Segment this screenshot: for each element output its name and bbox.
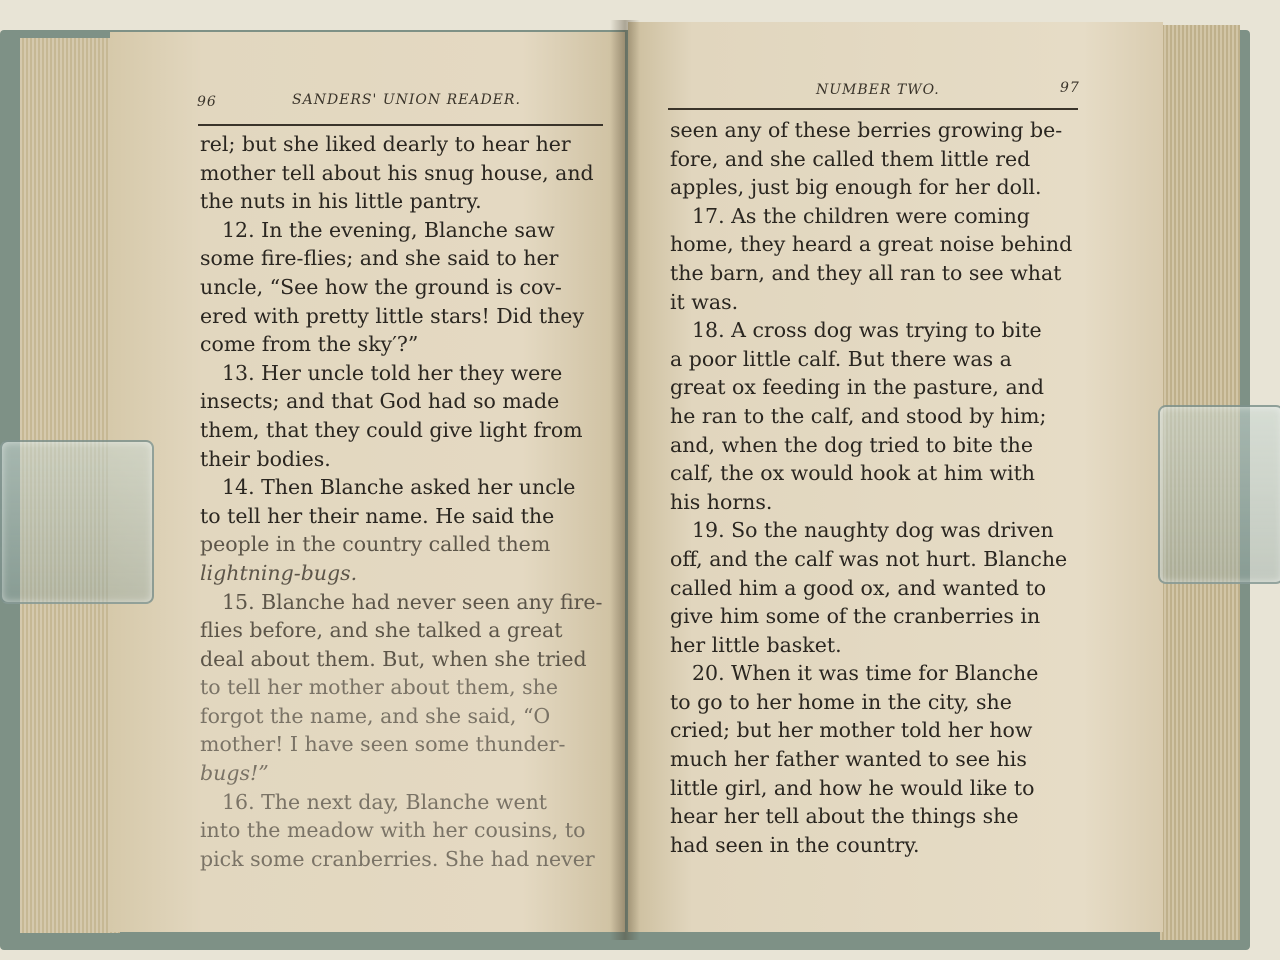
text-line: uncle, “See how the ground is cov- (200, 274, 562, 299)
right-glass-weight (1158, 405, 1280, 584)
text-line: and, when the dog tried to bite the (670, 432, 1033, 457)
text-line: to tell her their name. He said the (200, 503, 555, 528)
left-glass-weight (0, 440, 154, 604)
text-line: 19. So the naughty dog was driven (692, 518, 1054, 543)
text-line: home, they heard a great noise behind (670, 232, 1073, 257)
text-line: off, and the calf was not hurt. Blanche (670, 546, 1068, 571)
text-line: her little basket. (670, 632, 842, 657)
text-line: his horns. (670, 489, 773, 514)
text-line: flies before, and she talked a great (200, 618, 563, 643)
text-line: 14. Then Blanche asked her uncle (222, 475, 576, 500)
left-page (110, 32, 625, 932)
text-line: people in the country called them (200, 532, 551, 557)
text-line: apples, just big enough for her doll. (670, 175, 1042, 200)
text-line: mother tell about his snug house, and (200, 160, 594, 185)
text-line: mother! I have seen some thunder- (200, 732, 566, 757)
text-line: a poor little calf. But there was a (670, 346, 1012, 371)
left-running-head: SANDERS' UNION READER. (292, 92, 521, 108)
text-line: 20. When it was time for Blanche (692, 661, 1039, 686)
text-line: 18. A cross dog was trying to bite (692, 318, 1042, 343)
text-line: some fire-flies; and she said to her (200, 246, 559, 271)
text-line: bugs!” (200, 761, 269, 786)
text-line: into the meadow with her cousins, to (200, 818, 586, 843)
text-line: he ran to the calf, and stood by him; (670, 403, 1047, 428)
text-line: seen any of these berries growing be- (670, 118, 1063, 142)
right-header-rule (668, 108, 1078, 110)
right-running-head: NUMBER TWO. (816, 82, 940, 98)
text-line: 15. Blanche had never seen any fire- (222, 589, 603, 614)
text-line: it was. (670, 289, 739, 314)
text-line: hear her tell about the things she (670, 804, 1019, 829)
text-line: 16. The next day, Blanche went (222, 789, 548, 814)
right-page-number: 97 (1060, 80, 1080, 96)
text-line: pick some cranberries. She had never (200, 846, 595, 871)
text-line: give him some of the cranberries in (670, 604, 1041, 629)
text-line: to go to her home in the city, she (670, 689, 1012, 714)
text-line: 13. Her uncle told her they were (222, 360, 563, 385)
text-line: ered with pretty little stars! Did they (200, 303, 585, 328)
text-line: much her father wanted to see his (670, 747, 1027, 772)
text-line: 17. As the children were coming (692, 203, 1030, 228)
text-line: called him a good ox, and wanted to (670, 575, 1047, 600)
text-line: cried; but her mother told her how (670, 718, 1033, 743)
text-line: had seen in the country. (670, 832, 920, 857)
left-page-number: 96 (197, 94, 217, 110)
left-page-text (200, 130, 604, 873)
text-line: little girl, and how he would like to (670, 775, 1035, 800)
text-line: 12. In the evening, Blanche saw (222, 217, 555, 242)
text-line: to tell her mother about them, she (200, 675, 558, 700)
text-line: rel; but she liked dearly to hear her (200, 132, 571, 156)
right-page-text (670, 116, 1082, 859)
text-line: lightning-bugs. (200, 560, 358, 585)
text-line: deal about them. But, when she tried (200, 646, 587, 671)
text-line: them, that they could give light from (200, 417, 583, 442)
text-line: great ox feeding in the pasture, and (670, 375, 1045, 400)
text-line: come from the sky′?” (200, 332, 419, 357)
text-line: the barn, and they all ran to see what (670, 260, 1062, 285)
text-line: insects; and that God had so made (200, 389, 560, 414)
right-page (628, 22, 1163, 932)
text-line: calf, the ox would hook at him with (670, 461, 1036, 486)
book-gutter (610, 20, 640, 940)
text-line: forgot the name, and she said, “O (200, 703, 551, 728)
left-header-rule (198, 124, 603, 126)
text-line: fore, and she called them little red (670, 146, 1031, 171)
text-line: the nuts in his little pantry. (200, 189, 482, 214)
text-line: their bodies. (200, 446, 331, 471)
